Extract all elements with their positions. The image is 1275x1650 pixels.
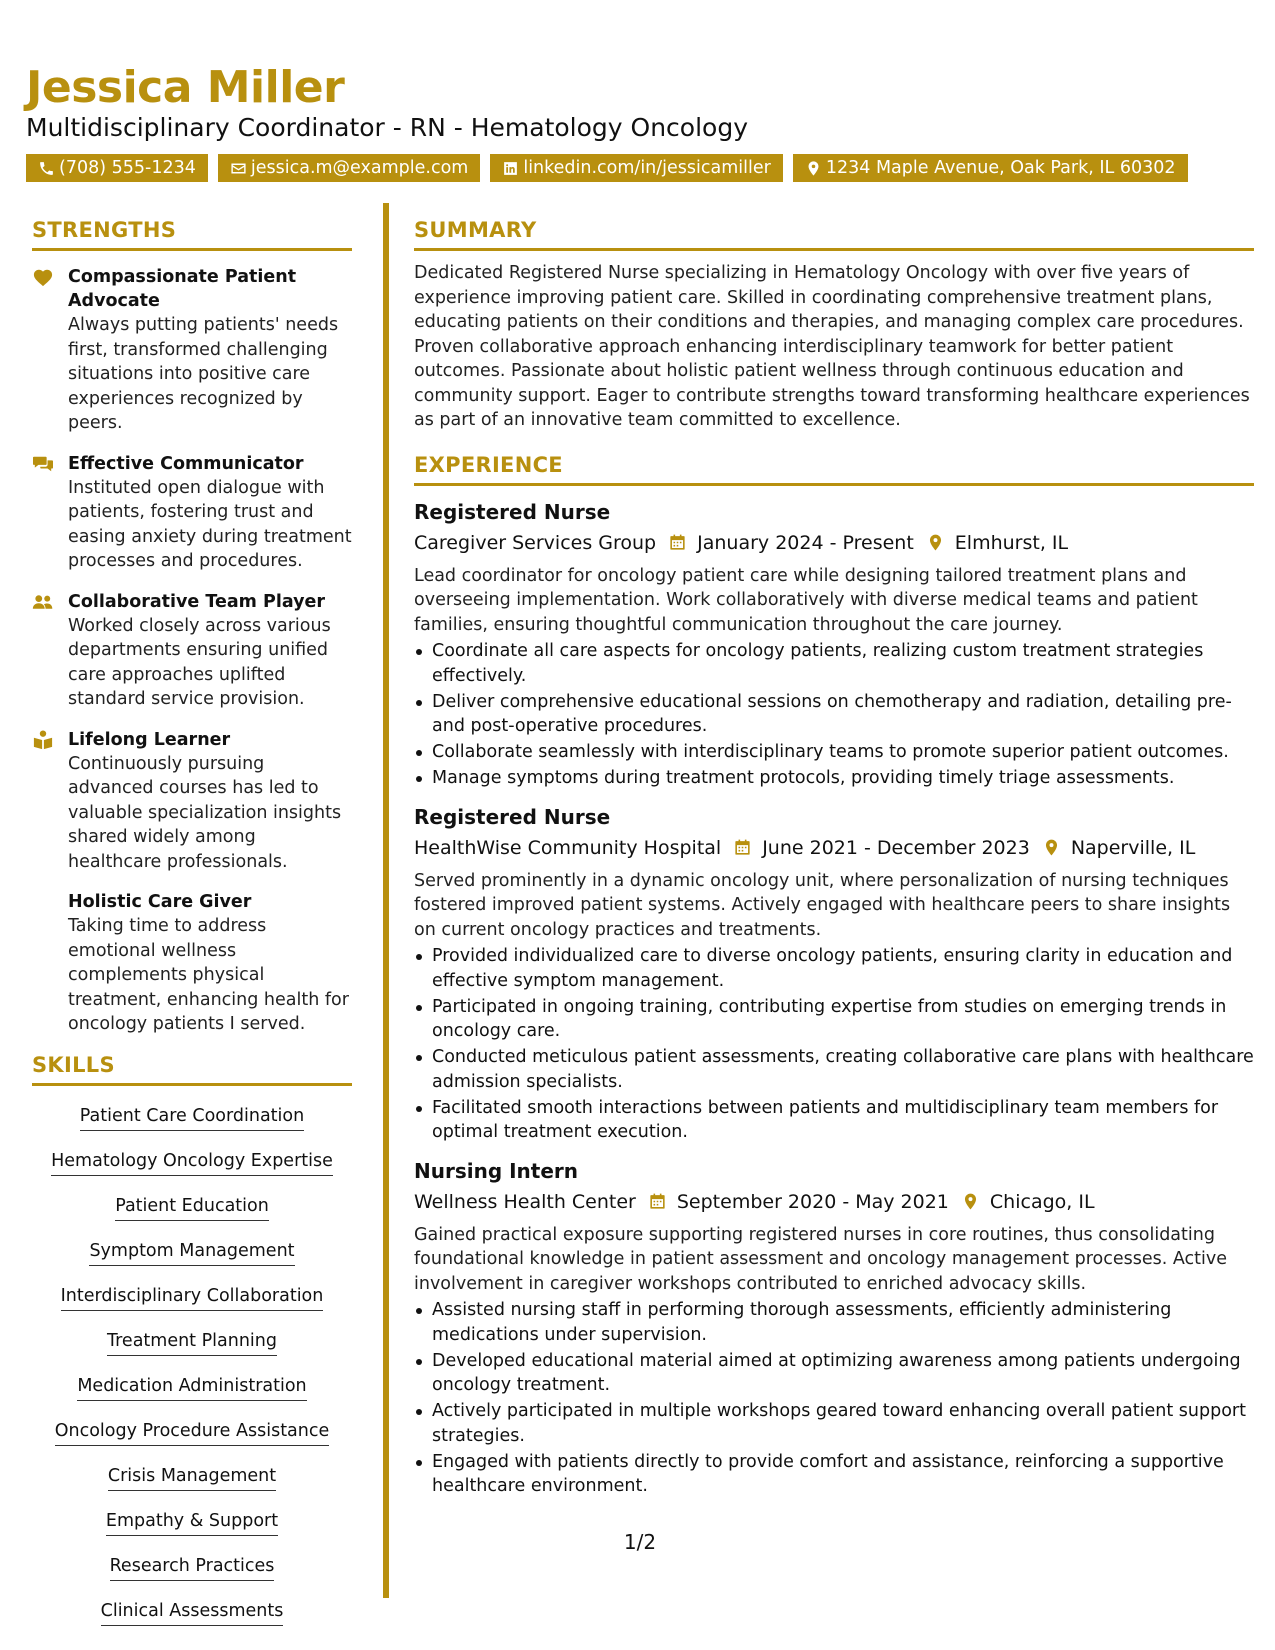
skill-item: Symptom Management	[89, 1239, 294, 1266]
job-bullets	[414, 639, 1254, 791]
skill-item: Research Practices	[110, 1554, 275, 1581]
map-pin-icon	[1042, 838, 1061, 857]
strength-item	[32, 890, 352, 1037]
job-bullet: Engaged with patients directly to provide comfort and assistance, reinforcing a supportive healthcare environment.	[414, 1450, 1254, 1499]
job-entry	[414, 1157, 1254, 1499]
linkedin-icon	[502, 160, 519, 177]
contact-phone-text: (708) 555-1234	[59, 158, 196, 178]
job-bullet: Developed educational material aimed at optimizing awareness among patients undergoing oncology treatment.	[414, 1349, 1254, 1398]
candidate-title: Multidisciplinary Coordinator - RN - Hematology Oncology	[26, 113, 748, 142]
contact-linkedin-text: linkedin.com/in/jessicamiller	[523, 158, 771, 178]
job-bullets	[414, 944, 1254, 1145]
job-title: Registered Nurse	[414, 804, 611, 829]
job-description: Gained practical exposure supporting registered nurses in core routines, thus consolidating foundational knowledge in patient assessment and oncology management processes. Active involvement in caregiver workshops contributed to enriched advocacy skills.	[414, 1224, 1228, 1294]
contact-phone[interactable]	[26, 154, 208, 182]
contact-email[interactable]	[218, 154, 480, 182]
strength-desc: Always putting patients' needs first, transformed challenging situations into positive care experiences recognized by peers.	[68, 315, 339, 433]
skill-item: Patient Care Coordination	[80, 1104, 304, 1131]
strength-item	[32, 452, 352, 574]
job-entry	[414, 803, 1254, 1145]
skill-item: Treatment Planning	[107, 1329, 277, 1356]
contact-email-text: jessica.m@example.com	[250, 158, 469, 178]
job-location: Chicago, IL	[989, 1190, 1095, 1213]
skills-list	[32, 1104, 352, 1644]
experience-heading: EXPERIENCE	[414, 453, 1254, 486]
job-company: HealthWise Community Hospital	[414, 836, 722, 859]
job-company: Caregiver Services Group	[414, 531, 657, 554]
job-bullet: Actively participated in multiple workshops geared toward enhancing overall patient support strategies.	[414, 1399, 1254, 1448]
job-bullet: Manage symptoms during treatment protocols, providing timely triage assessments.	[414, 766, 1254, 791]
job-bullets	[414, 1298, 1254, 1499]
job-company: Wellness Health Center	[414, 1190, 636, 1213]
strength-title: Lifelong Learner	[68, 729, 231, 750]
strength-item	[32, 265, 352, 436]
map-pin-icon	[805, 160, 822, 177]
heart-icon	[32, 267, 54, 287]
skill-item: Medication Administration	[77, 1374, 306, 1401]
skills-heading: SKILLS	[32, 1053, 352, 1086]
resume-header	[26, 62, 1256, 182]
map-pin-icon	[961, 1192, 980, 1211]
skill-item: Empathy & Support	[106, 1509, 278, 1536]
strength-desc: Taking time to address emotional wellness complements physical treatment, enhancing health for oncology patients I served.	[68, 916, 349, 1034]
skill-item: Patient Education	[115, 1194, 269, 1221]
users-icon	[32, 592, 54, 612]
strength-item	[32, 728, 352, 875]
contact-address-text: 1234 Maple Avenue, Oak Park, IL 60302	[825, 158, 1176, 178]
skill-item: Clinical Assessments	[101, 1599, 284, 1626]
strength-title: Compassionate Patient Advocate	[68, 267, 297, 311]
contact-address	[793, 154, 1188, 182]
map-pin-icon	[926, 533, 945, 552]
skill-item: Interdisciplinary Collaboration	[61, 1284, 324, 1311]
job-meta	[414, 528, 1254, 558]
job-bullet: Coordinate all care aspects for oncology patients, realizing custom treatment strategies effectively.	[414, 639, 1254, 688]
job-dates: January 2024 - Present	[697, 531, 914, 554]
job-bullet: Assisted nursing staff in performing thorough assessments, efficiently administering medications under supervision.	[414, 1298, 1254, 1347]
book-reader-icon	[32, 730, 54, 750]
job-entry	[414, 498, 1254, 791]
strength-item	[32, 590, 352, 712]
strengths-list	[32, 265, 352, 1037]
summary-heading: SUMMARY	[414, 218, 1254, 251]
strengths-heading: STRENGTHS	[32, 218, 352, 251]
envelope-icon	[230, 160, 247, 177]
calendar-icon	[668, 533, 687, 552]
left-column	[32, 218, 352, 1644]
job-meta	[414, 833, 1254, 863]
job-dates: June 2021 - December 2023	[762, 836, 1030, 859]
strength-desc: Worked closely across various departments ensuring unified care approaches uplifted standard service provision.	[68, 615, 331, 709]
summary-text: Dedicated Registered Nurse specializing in Hematology Oncology with over five years of experience improving patient care. Skilled in coordinating comprehensive treatment plans, educating patients on their conditions and therapies, and managing complex care procedures. Proven collaborative approach enhancing interdisciplinary teamwork for better patient outcomes. Passionate about holistic patient wellness through continuous education and community support. Eager to contribute strengths toward transforming healthcare experiences as part of an innovative team committed to excellence.	[414, 263, 1250, 430]
job-bullet: Facilitated smooth interactions between patients and multidisciplinary team members for optimal treatment execution.	[414, 1096, 1254, 1145]
comments-icon	[32, 454, 54, 474]
skill-item: Hematology Oncology Expertise	[51, 1149, 333, 1176]
calendar-icon	[733, 838, 752, 857]
right-column	[414, 218, 1254, 1500]
job-location: Naperville, IL	[1070, 836, 1196, 859]
strength-desc: Continuously pursuing advanced courses has led to valuable specialization insights shared widely among healthcare professionals.	[68, 753, 342, 872]
calendar-icon	[648, 1192, 667, 1211]
contact-linkedin[interactable]	[490, 154, 783, 182]
strength-title: Holistic Care Giver	[68, 892, 252, 912]
job-dates: September 2020 - May 2021	[676, 1190, 949, 1213]
job-description: Lead coordinator for oncology patient care while designing tailored treatment plans and overseeing implementation. Work collaboratively with diverse medical teams and patient families, ensuring thoughtful communication throughout the care journey.	[414, 565, 1198, 635]
job-bullet: Participated in ongoing training, contributing expertise from studies on emerging trends in oncology care.	[414, 995, 1254, 1044]
job-title: Registered Nurse	[414, 499, 611, 524]
strength-title: Collaborative Team Player	[68, 591, 326, 612]
column-divider	[383, 203, 389, 1598]
job-bullet: Collaborate seamlessly with interdisciplinary teams to promote superior patient outcomes.	[414, 740, 1254, 765]
job-title: Nursing Intern	[414, 1158, 579, 1183]
skill-item: Crisis Management	[108, 1464, 276, 1491]
skill-item: Oncology Procedure Assistance	[55, 1419, 330, 1446]
strength-desc: Instituted open dialogue with patients, fostering trust and easing anxiety during treatment processes and procedures.	[68, 477, 352, 571]
job-bullet: Provided individualized care to diverse oncology patients, ensuring clarity in education and effective symptom management.	[414, 944, 1254, 993]
job-meta	[414, 1187, 1254, 1217]
job-bullet: Deliver comprehensive educational sessions on chemotherapy and radiation, detailing pre-and post-operative procedures.	[414, 690, 1254, 739]
job-description: Served prominently in a dynamic oncology unit, where personalization of nursing techniques fostered improved patient systems. Actively engaged with healthcare peers to share insights on current oncology practices and treatments.	[414, 870, 1231, 940]
job-location: Elmhurst, IL	[954, 531, 1069, 554]
phone-icon	[38, 160, 55, 177]
page-number: 1/2	[623, 1530, 657, 1554]
job-bullet: Conducted meticulous patient assessments, creating collaborative care plans with healthcare admission specialists.	[414, 1045, 1254, 1094]
contact-bar	[26, 154, 1256, 182]
strength-title: Effective Communicator	[68, 453, 304, 474]
candidate-name: Jessica Miller	[26, 62, 345, 113]
